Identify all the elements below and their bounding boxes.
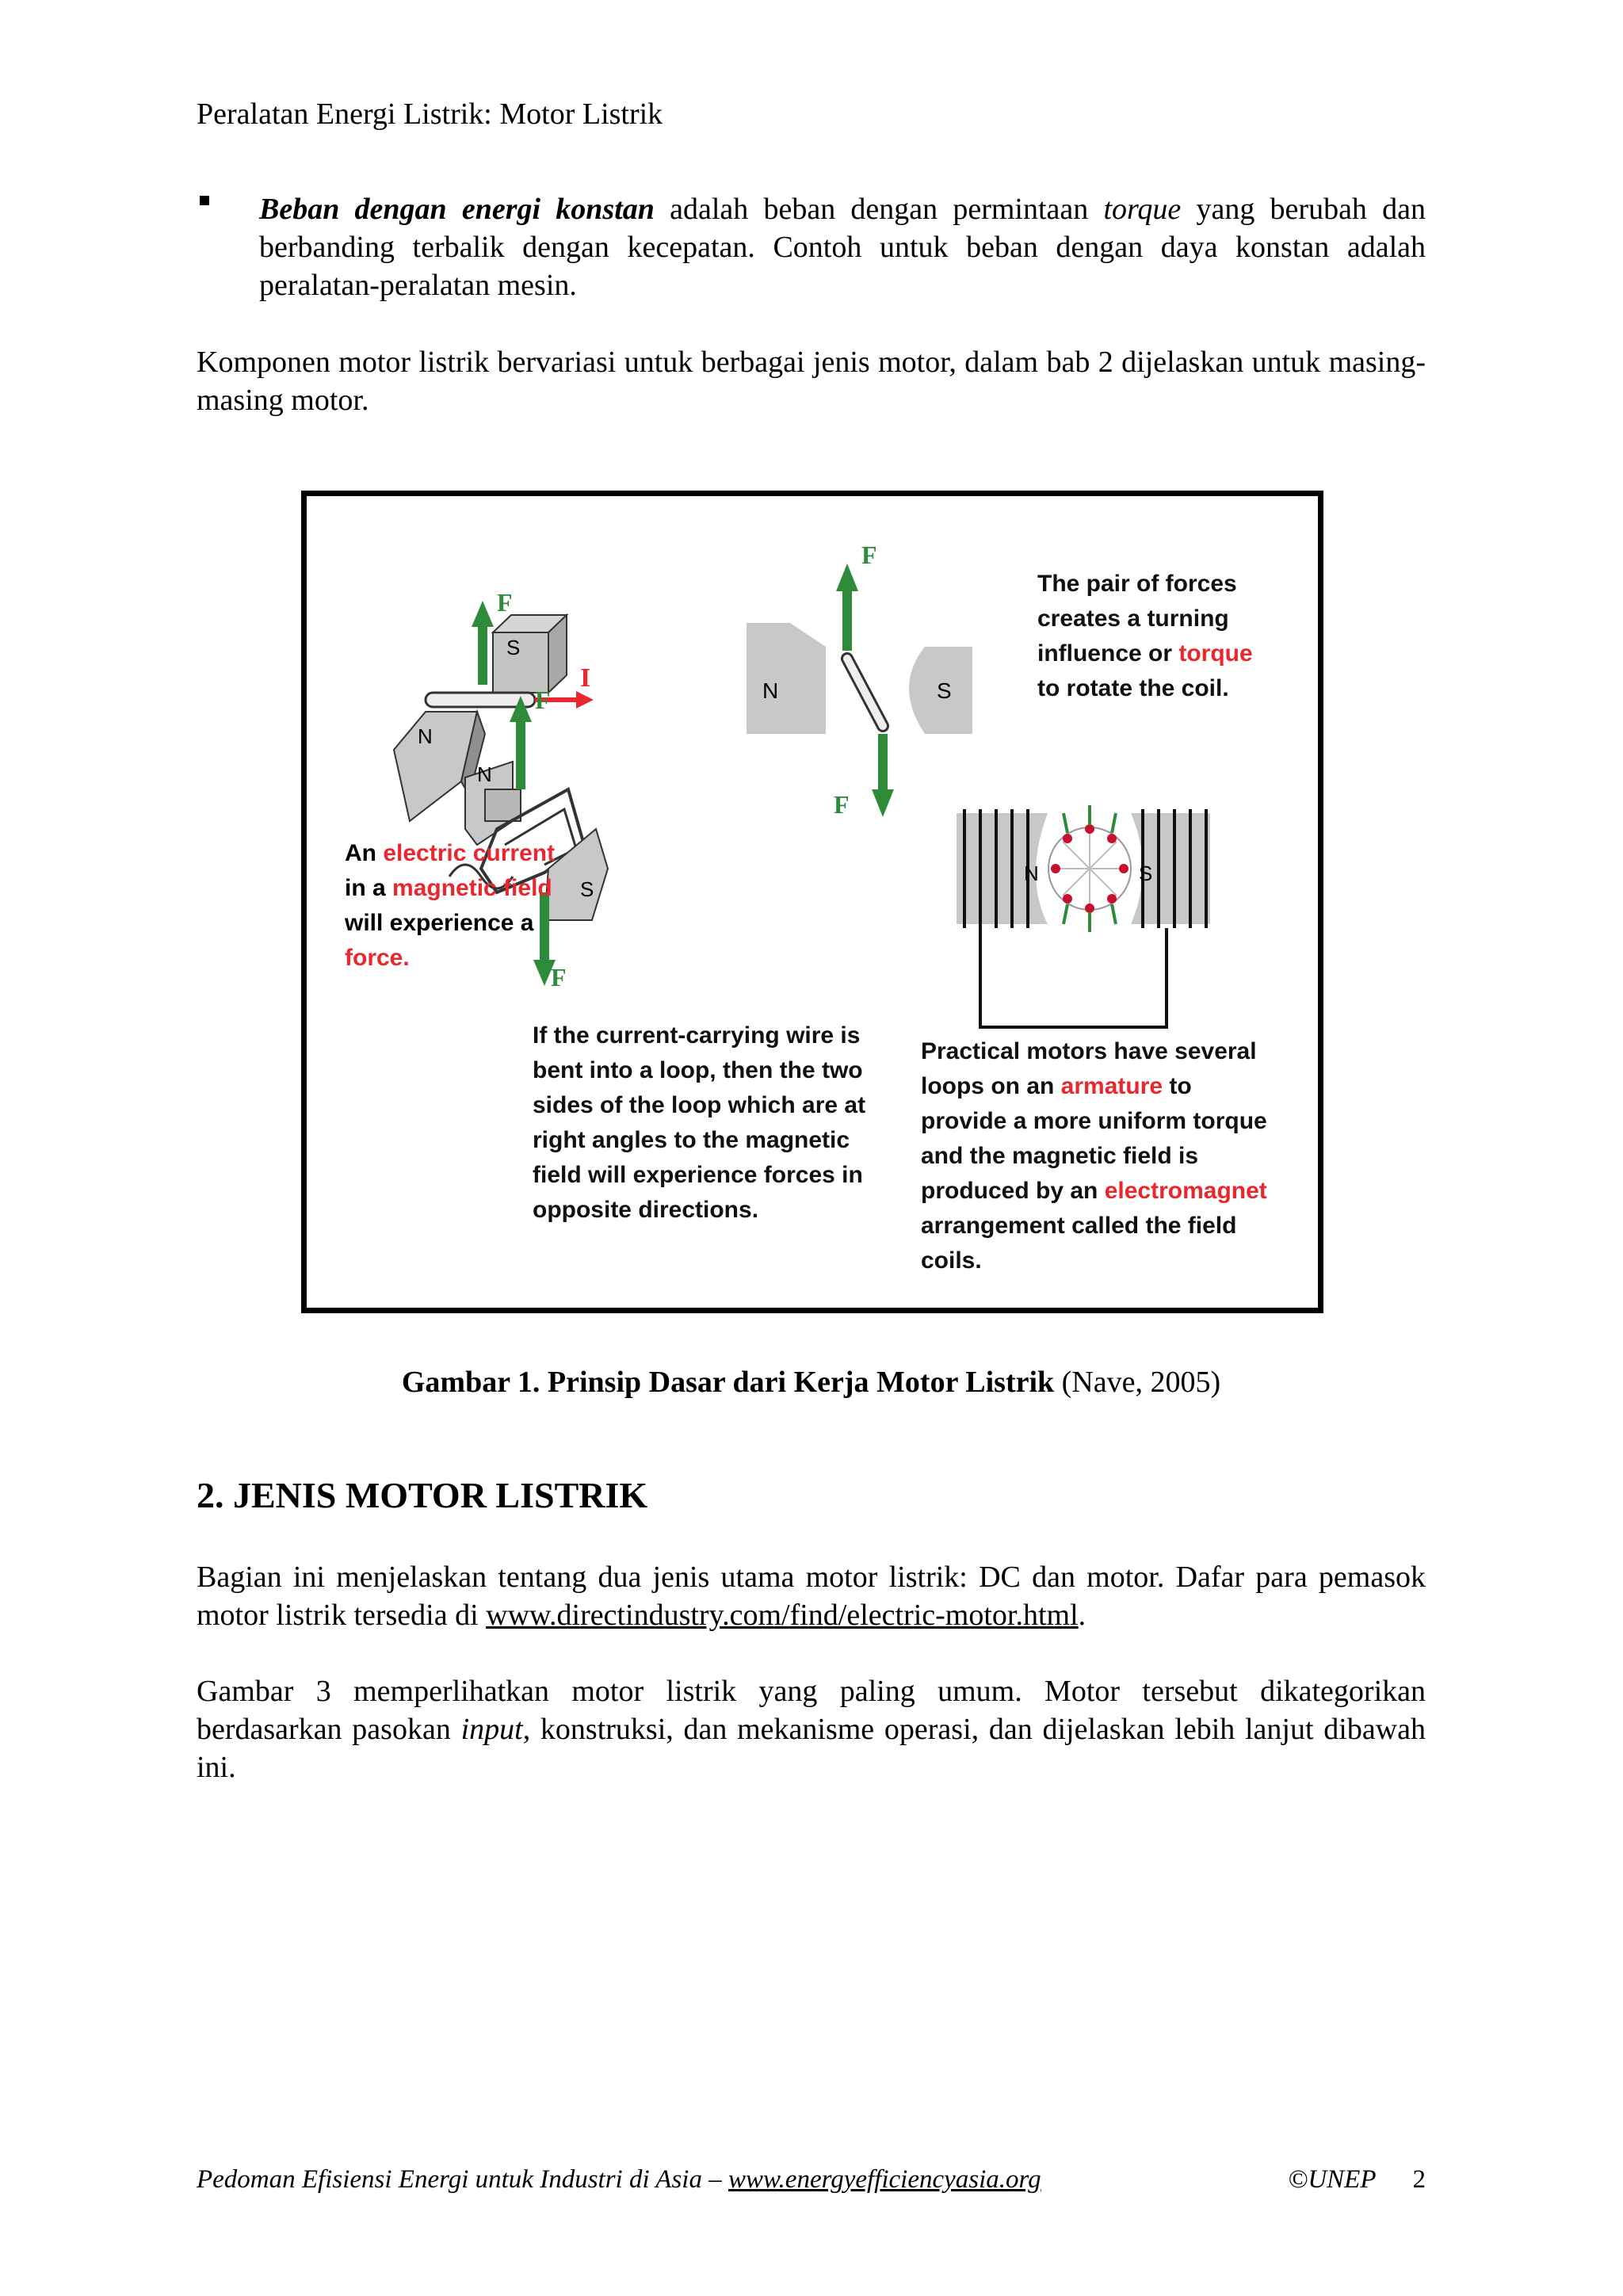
input-term: input: [460, 1713, 523, 1746]
force-label-1: F: [497, 588, 513, 617]
section-title: 2. JENIS MOTOR LISTRIK: [197, 1475, 648, 1515]
pole-n-3: N: [762, 678, 779, 703]
page-number: 2: [1412, 2165, 1426, 2194]
footer-link[interactable]: www.energyefficiencyasia.org: [727, 2165, 1041, 2194]
force-label-4: F: [861, 541, 877, 569]
paragraph3-text-2: , konstruksi, dan mekanisme operasi, dan dijelaskan lebih lanjut dibawah ini.: [197, 1713, 1426, 1784]
pole-n-1: N: [418, 724, 433, 748]
force-label-3: F: [551, 963, 567, 991]
figure-illustration: [307, 496, 1318, 1308]
paragraph-figure3: [197, 1672, 1426, 1786]
pole-s-2: S: [580, 877, 594, 901]
current-label-i: I: [580, 663, 591, 693]
fig-text-torque: The pair of forces creates a turning influence or torque to rotate the coil.: [1037, 571, 1253, 701]
figure-caption: [197, 1365, 1426, 1400]
caption-source: (Nave, 2005): [1054, 1366, 1221, 1399]
fig-text-electric-current: An electric current in a magnetic field will experience a force.: [345, 840, 556, 971]
force-label-5: F: [834, 790, 850, 819]
paragraph2-text: Bagian ini menjelaskan tentang dua jenis utama motor listrik: DC dan motor. Dafar para pemasok motor listrik tersedia di: [197, 1561, 1426, 1632]
bullet-text-2: yang berubah dan berbanding terbalik dengan kecepatan. Contoh untuk beban dengan daya konstan adalah peralatan-peralatan mesin.: [259, 193, 1426, 302]
bullet-paragraph: [259, 190, 1426, 304]
caption-bold: Gambar 1. Prinsip Dasar dari Kerja Motor Listrik: [401, 1366, 1055, 1399]
bullet-marker: [200, 196, 209, 205]
pole-s-4: S: [1139, 861, 1153, 885]
panel-torque: [747, 541, 972, 819]
paragraph3-text-1: Gambar 3 memperlihatkan motor listrik yang paling umum. Motor tersebut dikategorikan berdasarkan pasokan: [197, 1675, 1426, 1746]
footer-right: [1288, 2165, 1426, 2195]
paragraph-types: [197, 1558, 1426, 1634]
paragraph2-end: .: [1078, 1599, 1086, 1632]
figure-motor-principle: [301, 491, 1323, 1313]
force-label-2: F: [535, 686, 551, 714]
paragraph-components: Komponen motor listrik bervariasi untuk berbagai jenis motor, dalam bab 2 dijelaskan untuk masing-masing motor.: [197, 346, 1426, 417]
pole-s-1: S: [506, 636, 521, 659]
pole-n-4: N: [1024, 861, 1039, 885]
page-header: Peralatan Energi Listrik: Motor Listrik: [197, 97, 663, 131]
footer-left: Pedoman Efisiensi Energi untuk Industri di Asia –: [197, 2165, 728, 2194]
directindustry-link[interactable]: www.directindustry.com/find/electric-motor.html: [486, 1599, 1079, 1632]
panel-practical-motor: [957, 805, 1210, 1027]
footer-copyright: ©UNEP: [1288, 2165, 1377, 2194]
pole-n-2: N: [477, 762, 492, 786]
bullet-term: Beban dengan energi konstan: [259, 193, 655, 226]
pole-s-3: S: [937, 678, 952, 703]
page-footer: [197, 2165, 1426, 2195]
fig-text-loop: If the current-carrying wire is bent into a loop, then the two sides of the loop which are at right angles to the magnetic field will experience forces in opposite directions.: [533, 1022, 866, 1223]
torque-term: torque: [1103, 193, 1182, 226]
fig-text-practical: Practical motors have several loops on an armature to provide a more uniform torque and the magnetic field is produced by an electromagnet arrangement called the field coils.: [921, 1038, 1267, 1274]
bullet-text-1: adalah beban dengan permintaan: [654, 193, 1104, 226]
